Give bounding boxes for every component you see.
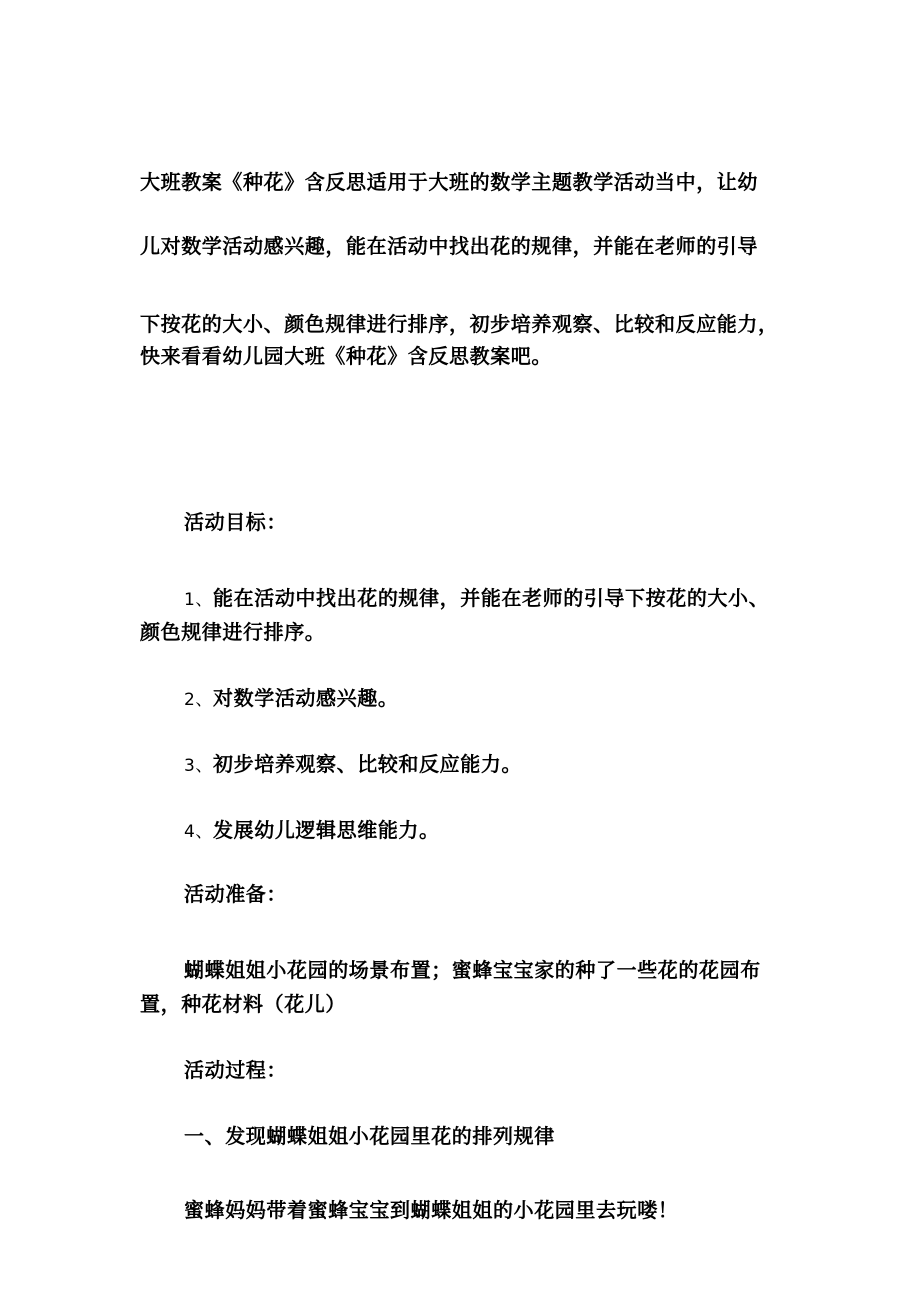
intro-line-2: 儿对数学活动感兴趣，能在活动中找出花的规律，并能在老师的引导 [140, 234, 758, 258]
prep-heading: 活动准备： [184, 882, 287, 906]
intro-line-3: 下按花的大小、颜色规律进行排序，初步培养观察、比较和反应能力， [140, 312, 779, 336]
goal-item-3-number: 3、 [184, 756, 214, 776]
process-step-1-title: 一、发现蝴蝶姐姐小花园里花的排列规律 [184, 1124, 555, 1148]
goal-item-4-text: 发展幼儿逻辑思维能力。 [213, 818, 440, 842]
process-heading: 活动过程： [184, 1058, 287, 1082]
goal-item-1-continued: 颜色规律进行排序。 [140, 620, 326, 644]
process-step-1-text: 蜜蜂妈妈带着蜜蜂宝宝到蝴蝶姐姐的小花园里去玩喽！ [184, 1198, 679, 1222]
intro-line-1: 大班教案《种花》含反思适用于大班的数学主题教学活动当中，让幼 [140, 170, 758, 194]
goal-item-4 [184, 816, 834, 846]
goal-item-3 [184, 750, 834, 780]
goal-item-4-number: 4、 [184, 822, 214, 842]
goal-item-1-text: 能在活动中找出花的规律，并能在老师的引导下按花的大小、 [213, 586, 770, 610]
goal-item-1-number: 1、 [184, 590, 214, 610]
prep-text-line-2: 置，种花材料（花儿） [140, 992, 346, 1016]
intro-line-4: 快来看看幼儿园大班《种花》含反思教案吧。 [140, 344, 552, 368]
goal-item-2 [184, 684, 834, 714]
goals-heading: 活动目标： [184, 510, 287, 534]
goal-item-2-number: 2、 [184, 690, 214, 710]
goal-item-2-text: 对数学活动感兴趣。 [213, 686, 399, 710]
goal-item-1 [184, 584, 834, 614]
goal-item-3-text: 初步培养观察、比较和反应能力。 [213, 752, 523, 776]
prep-text-line-1: 蝴蝶姐姐小花园的场景布置；蜜蜂宝宝家的种了一些花的花园布 [184, 958, 761, 982]
